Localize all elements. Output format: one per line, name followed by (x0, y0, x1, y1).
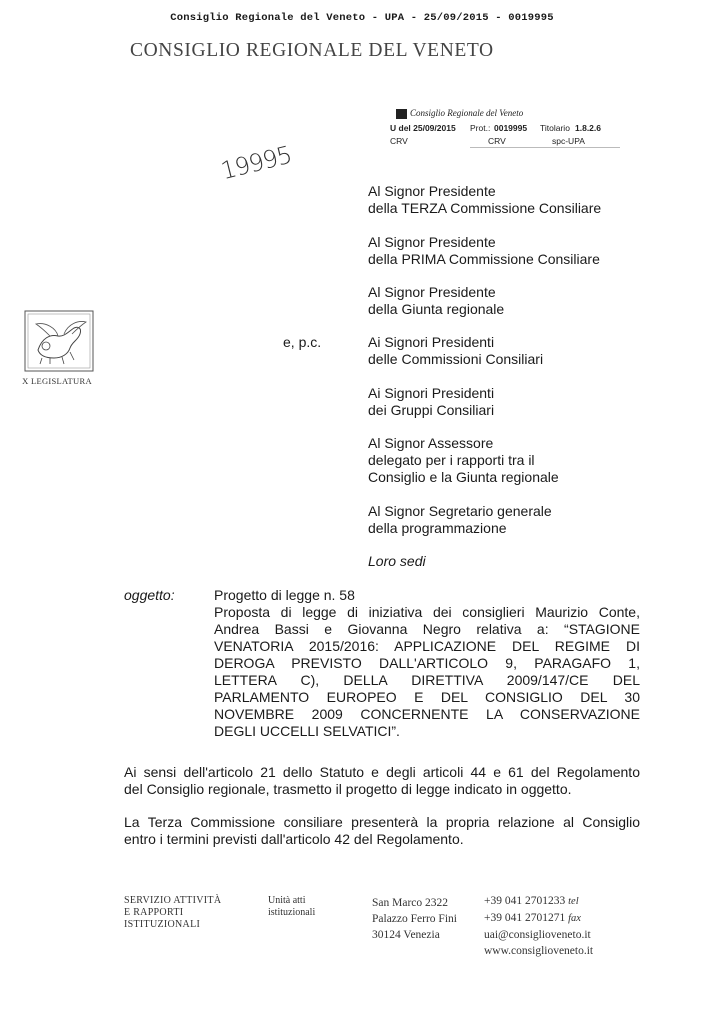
subject-line: PARLAMENTO EUROPEO E DEL CONSIGLIO DEL 30 (214, 689, 640, 705)
body-paragraph (124, 814, 640, 848)
fax-number: +39 041 2701271 (484, 912, 566, 924)
footer-email[interactable]: uai@consiglioveneto.it (484, 929, 591, 941)
footer-fax (484, 910, 593, 927)
tel-label: tel (568, 896, 579, 907)
paragraph-line: La Terza Commissione consiliare presenterà la propria relazione al Consiglio (124, 814, 640, 830)
stamp-titolario-value: 1.8.2.6 (575, 123, 601, 133)
recipient-line: delle Commissioni Consiliari (368, 351, 544, 367)
stamp-org: Consiglio Regionale del Veneto (410, 108, 524, 118)
body-paragraph (124, 764, 640, 798)
handwritten-number: 19995 (218, 140, 295, 186)
footer-line: istituzionali (268, 907, 316, 918)
stamp-date: U del 25/09/2015 (390, 123, 456, 133)
protocol-stamp (390, 106, 626, 150)
legislature-label: X LEGISLATURA (22, 376, 92, 386)
stamp-from: CRV (390, 136, 408, 146)
subject-line: VENATORIA 2015/2016: APPLICAZIONE DEL REGIME DI (214, 638, 640, 654)
recipient-line: Ai Signori Presidenti (368, 385, 495, 401)
recipient-line: delegato per i rapporti tra il (368, 452, 535, 468)
stamp-rule (470, 147, 620, 148)
paragraph-line: del Consiglio regionale, trasmetto il progetto di legge indicato in oggetto. (124, 781, 572, 797)
subject-line: Progetto di legge n. 58 (214, 587, 355, 603)
tel-number: +39 041 2701233 (484, 895, 566, 907)
footer-web[interactable]: www.consiglioveneto.it (484, 945, 594, 957)
footer-unit (268, 895, 315, 919)
recipient-block (368, 334, 543, 368)
footer-line: ISTITUZIONALI (124, 919, 201, 930)
recipient-line: della programmazione (368, 520, 507, 536)
recipient-block (368, 183, 601, 217)
paragraph-line: entro i termini previsti dall'articolo 42 del Regolamento. (124, 831, 464, 847)
subject-line: Andrea Bassi e Giovanna Negro relativa a: “STAGIONE (214, 621, 640, 637)
recipient-line: Al Signor Segretario generale (368, 503, 552, 519)
footer-line: SERVIZIO ATTIVITÀ (124, 895, 222, 906)
recipient-block (368, 234, 600, 268)
stamp-prot-label: Prot.: (470, 123, 491, 133)
recipient-line: Al Signor Presidente (368, 284, 496, 300)
footer-line: Palazzo Ferro Fini (372, 913, 457, 925)
paragraph-line: Ai sensi dell'articolo 21 dello Statuto e degli articoli 44 e 61 del Regolamento (124, 764, 640, 780)
recipient-block (368, 435, 559, 486)
stamp-to: CRV (488, 136, 506, 146)
recipient-line: della TERZA Commissione Consiliare (368, 200, 602, 216)
recipient-line: dei Gruppi Consiliari (368, 402, 495, 418)
subject-label: oggetto: (124, 587, 175, 603)
footer-tel (484, 893, 593, 910)
recipient-line: Ai Signori Presidenti (368, 334, 495, 350)
footer-line: Unità atti (268, 895, 306, 906)
loro-sedi: Loro sedi (368, 553, 426, 569)
subject-line: DEGLI UCCELLI SELVATICI”. (214, 723, 400, 739)
recipient-line: della Giunta regionale (368, 301, 505, 317)
footer-line: San Marco 2322 (372, 897, 449, 909)
lion-crest-icon (24, 310, 94, 372)
footer-address (372, 895, 457, 943)
stamp-office: spc-UPA (552, 136, 585, 146)
stamp-titolario-label: Titolario (540, 123, 570, 133)
footer-line: E RAPPORTI (124, 907, 184, 918)
subject-line: NOVEMBRE 2009 CONCERNENTE LA CONSERVAZIONE (214, 706, 640, 722)
fax-label: fax (568, 913, 581, 924)
protocol-line: Consiglio Regionale del Veneto - UPA - 25/09/2015 - 0019995 (170, 12, 554, 24)
recipient-block (368, 284, 504, 318)
recipient-line: della PRIMA Commissione Consiliare (368, 251, 600, 267)
epc-label: e, p.c. (283, 334, 322, 350)
subject-line: DEROGA PREVISTO DALL'ARTICOLO 9, PARAGAFO 1, (214, 655, 640, 671)
stamp-logo-icon (396, 109, 407, 119)
stamp-prot-number: 0019995 (494, 123, 528, 133)
footer-contacts (484, 893, 593, 959)
subject-body (214, 587, 640, 740)
stamp-header (396, 108, 523, 119)
org-title: CONSIGLIO REGIONALE DEL VENETO (130, 40, 494, 61)
recipient-line: Al Signor Presidente (368, 183, 496, 199)
recipient-line: Consiglio e la Giunta regionale (368, 469, 559, 485)
recipient-block (368, 385, 494, 419)
subject-line: Proposta di legge di iniziativa dei consiglieri Maurizio Conte, (214, 604, 640, 620)
footer-line: 30124 Venezia (372, 929, 440, 941)
subject-line: LETTERA C), DELLA DIRETTIVA 2009/147/CE DEL (214, 672, 640, 688)
recipient-block (368, 503, 552, 537)
footer-service (124, 895, 221, 931)
recipient-line: Al Signor Presidente (368, 234, 496, 250)
recipient-line: Al Signor Assessore (368, 435, 494, 451)
